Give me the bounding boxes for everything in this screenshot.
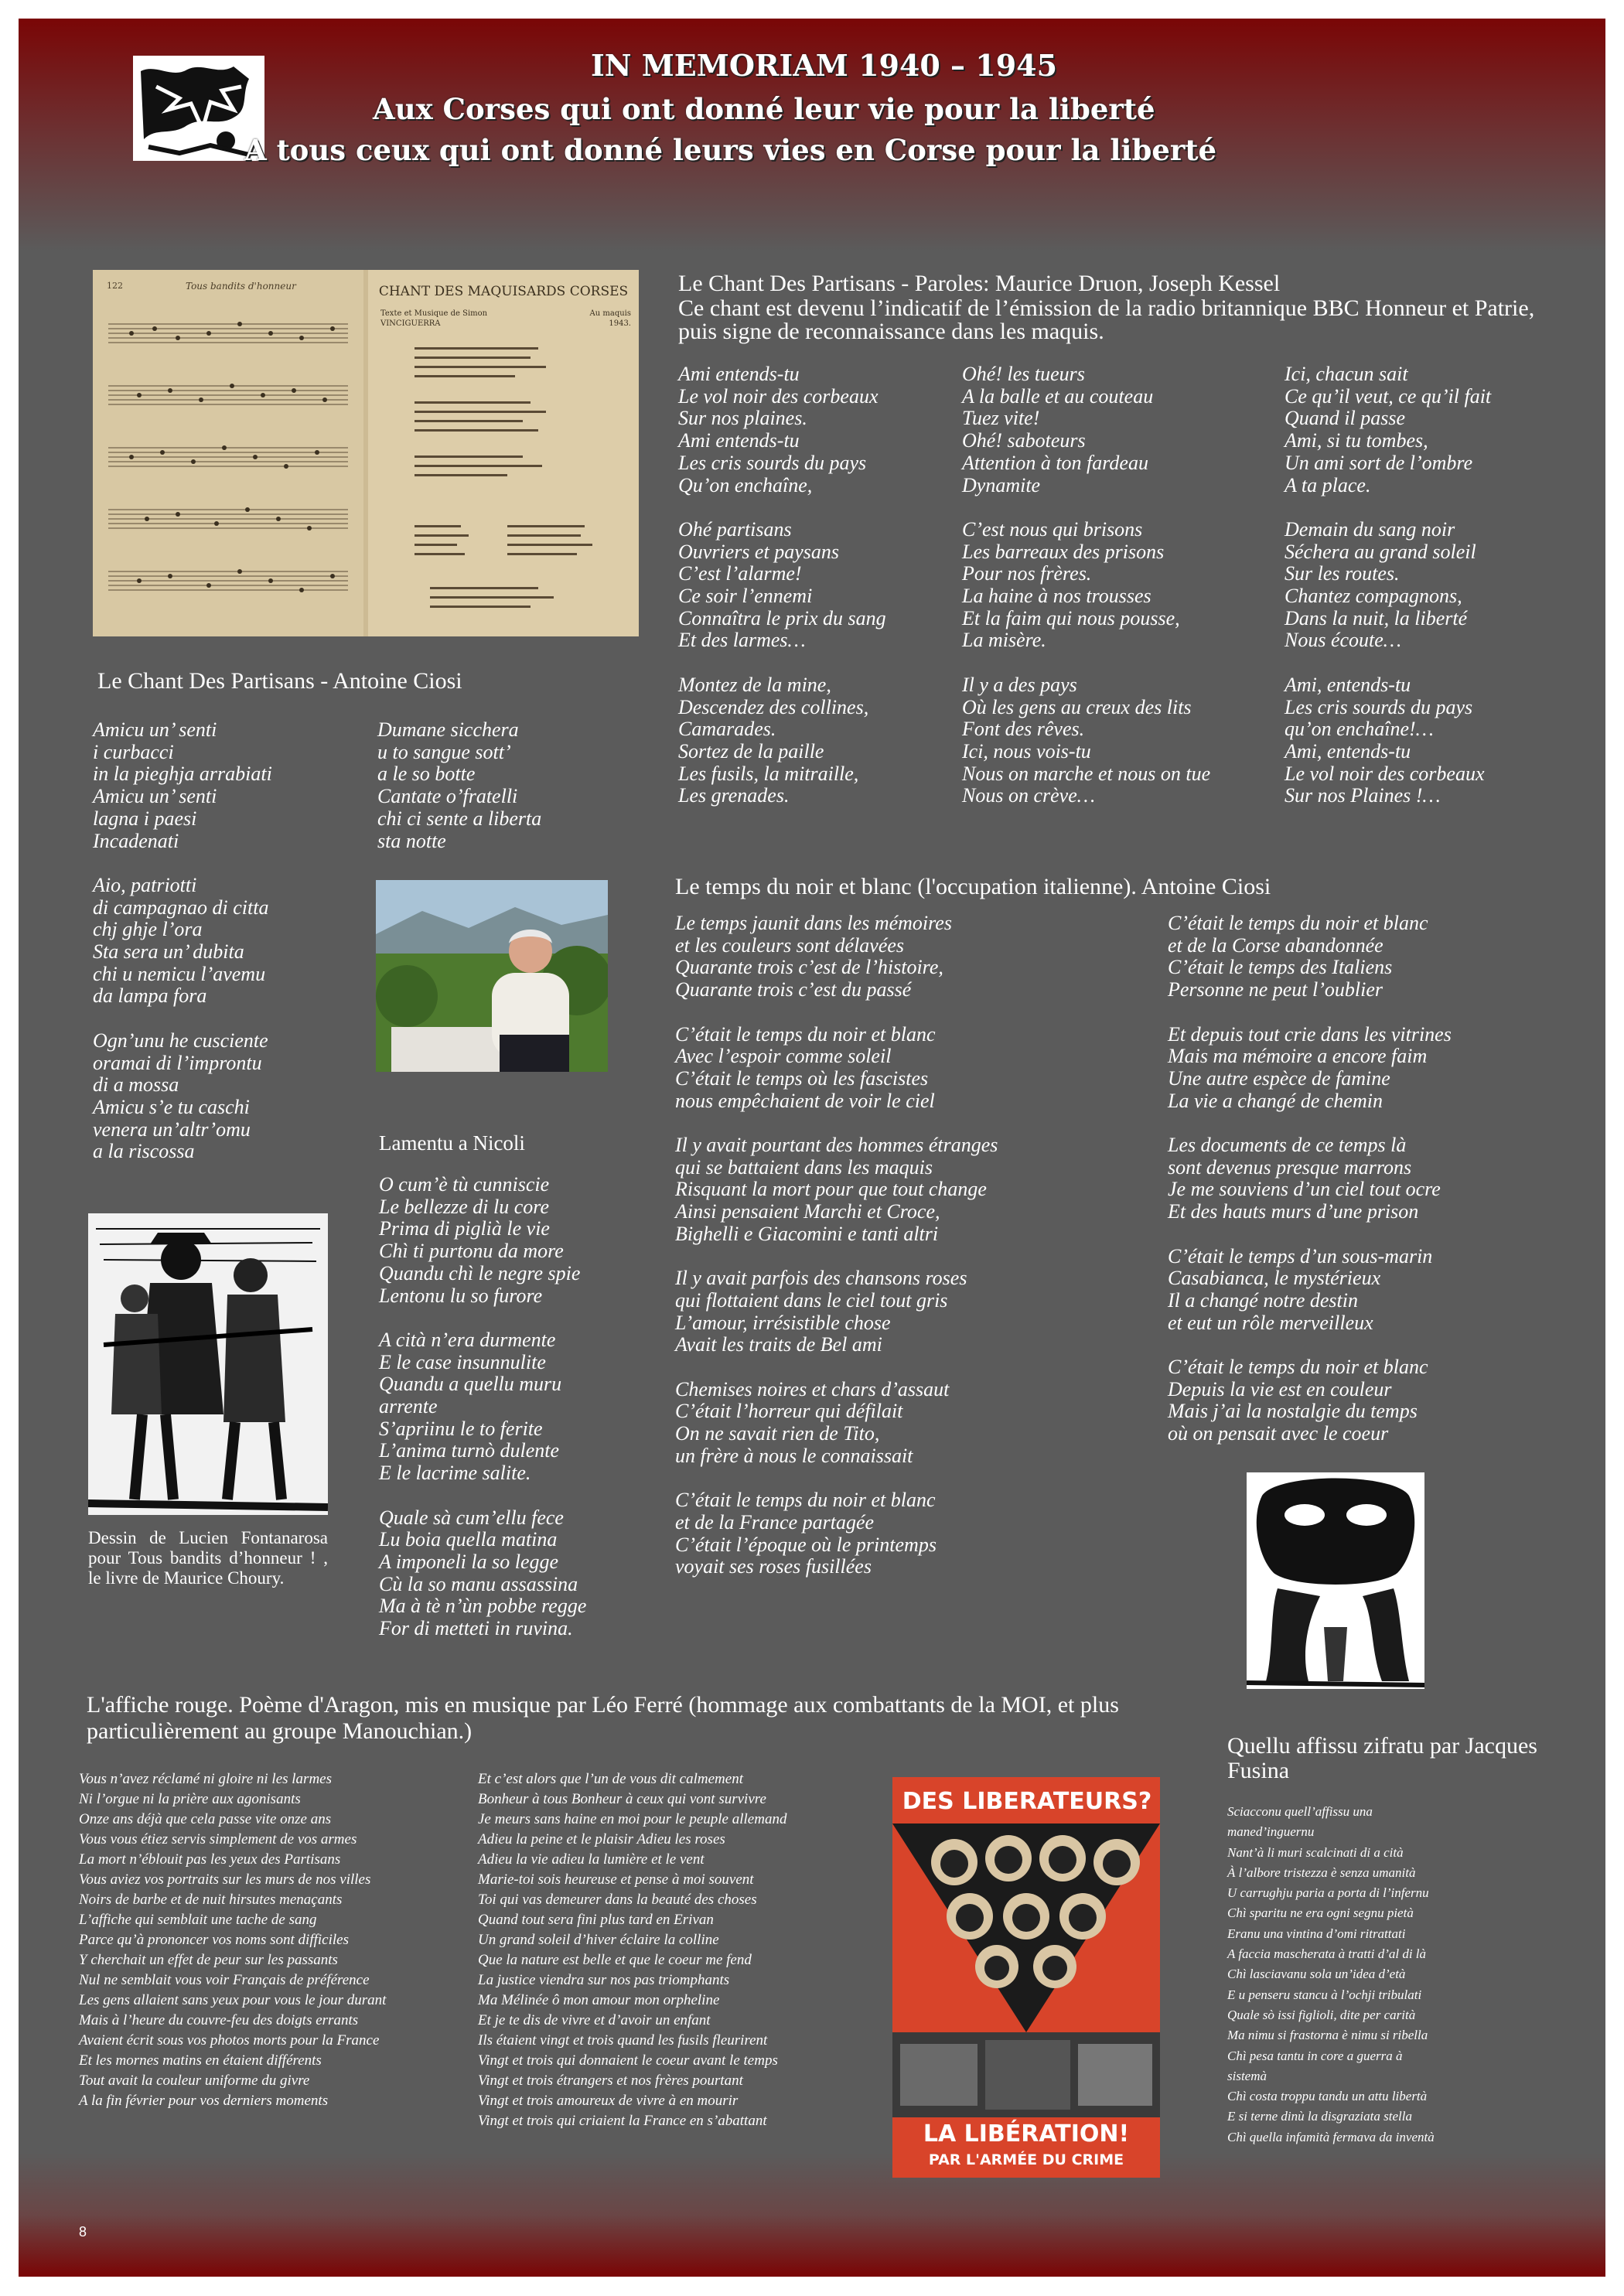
masked-figures-drawing	[1247, 1472, 1424, 1689]
poem-line: La misère.	[962, 629, 1046, 652]
poem-line: Descendez des collines,	[678, 695, 869, 718]
poem-line: Et des hauts murs d’une prison	[1168, 1200, 1419, 1223]
poem-line: chi ci sente a liberta	[377, 807, 542, 830]
poem-line: Les documents de ce temps là	[1168, 1134, 1407, 1156]
poem-line: Dynamite	[962, 473, 1041, 496]
partisans-title: Le Chant Des Partisans - Paroles: Maurice Druon, Joseph Kessel	[678, 271, 1281, 296]
poster-bottom-subtext: PAR L'ARMÉE DU CRIME	[928, 2151, 1124, 2168]
poem-line: S’apriinu le to ferite	[379, 1417, 543, 1440]
poem-line: Demain du sang noir	[1285, 517, 1455, 541]
poem-line: où on pensait avec le coeur	[1168, 1422, 1389, 1445]
poem-line: Chì costa troppu tandu un attu libertà	[1227, 2089, 1428, 2104]
poem-line: et de la Corse abandonnée	[1168, 933, 1383, 957]
poem-line: a le so botte	[377, 762, 476, 786]
stanza-gap	[379, 1307, 586, 1329]
poem-line: maned’inguernu	[1227, 1824, 1315, 1840]
poem-line: Ici, chacun sait	[1285, 363, 1408, 385]
poem-line: Sur nos Plaines !…	[1285, 784, 1441, 807]
poem-line: sta notte	[377, 829, 446, 852]
noir-blanc-col1	[675, 913, 998, 1578]
poem-line: Les grenades.	[678, 784, 790, 807]
poem-line: Aio, patriotti	[93, 873, 197, 896]
poem-line: Prima di piglià le vie	[379, 1217, 550, 1240]
poem-line: Lu boia quella matina	[379, 1528, 558, 1551]
poem-line: Chemises noires et chars d’assaut	[675, 1377, 950, 1400]
poem-line: L’amour, irrésistible chose	[675, 1311, 891, 1334]
page-number: 8	[79, 2224, 87, 2240]
sheet-right-credit: Texte et Musique de Simon VINCIGUERRA	[380, 309, 488, 328]
poem-line: Adieu la vie adieu la lumière et le vent	[478, 1851, 705, 1868]
poem-line: Les barreaux des prisons	[962, 540, 1165, 563]
poem-line: Et des larmes…	[678, 629, 806, 652]
poem-line: Le vol noir des corbeaux	[1285, 762, 1485, 785]
poem-line: Ce soir l’ennemi	[678, 585, 813, 608]
stanza-gap	[379, 1485, 586, 1507]
poem-line: Chì lasciavanu sola un’idea d’età	[1227, 1967, 1406, 1982]
poem-line: Je meurs sans haine en moi pour le peuple allemand	[478, 1811, 787, 1827]
stanza-gap	[675, 1468, 998, 1490]
partisans-col2	[962, 363, 1210, 807]
poem-line: Amicu un’ senti	[93, 718, 217, 741]
poem-line: Quarante trois c’est du passé	[675, 978, 912, 1001]
partisans-intro: Ce chant est devenu l’indicatif de l’émission de la radio britannique BBC Honneur et Patrie, puis signe de reconnaissance dans les maquis.	[678, 295, 1535, 344]
poem-line: Dans la nuit, la liberté	[1285, 606, 1468, 629]
poem-line: Eranu una vintina d’omi ritrattati	[1227, 1926, 1406, 1941]
poem-line: oramai di l’improntu	[93, 1051, 262, 1074]
poem-line: Il y a des pays	[962, 673, 1077, 696]
sheet-right-place: Au maquis 1943.	[589, 309, 631, 328]
poem-line: Le vol noir des corbeaux	[678, 384, 879, 408]
poem-line: U carrughju paria a porta di l’infernu	[1227, 1885, 1429, 1901]
poem-line: On ne savait rien de Tito,	[675, 1422, 880, 1445]
poem-line: Personne ne peut l’oublier	[1168, 978, 1383, 1001]
poem-line: Séchera au grand soleil	[1285, 540, 1476, 563]
stanza-gap	[93, 852, 272, 875]
poem-line: Quand il passe	[1285, 407, 1405, 430]
poem-line: arrente	[379, 1395, 438, 1418]
memorial-page	[19, 19, 1605, 2277]
poem-line: chi u nemicu l’avemu	[93, 962, 266, 985]
poem-line: Ohé! saboteurs	[962, 429, 1086, 452]
poem-line: C’était le temps d’un sous-marin	[1168, 1244, 1433, 1267]
poem-line: Et je te dis de vivre et d’avoir un enfant	[478, 2012, 711, 2028]
poem-line: Ce qu’il veut, ce qu’il fait	[1285, 384, 1492, 408]
poem-line: Ohé partisans	[678, 517, 792, 541]
poem-line: Ma nimu si frastorna è nimu si ribella	[1227, 2028, 1428, 2043]
stanza-gap	[678, 652, 886, 674]
poem-line: Il y avait pourtant des hommes étranges	[675, 1134, 998, 1156]
poem-line: Vingt et trois étrangers et nos frères pourtant	[478, 2073, 743, 2089]
poem-line: C’était le temps du noir et blanc	[675, 1489, 936, 1512]
poem-line: E le case insunnulite	[379, 1350, 546, 1373]
ciosi-col2	[377, 719, 541, 852]
sheet-left-page-number: 122	[107, 281, 123, 291]
poem-line: Les cris sourds du pays	[1285, 695, 1473, 718]
poem-line: et les couleurs sont délavées	[675, 933, 905, 957]
poem-line: Ami, entends-tu	[1285, 673, 1411, 696]
poem-line: Quandu a quellu muru	[379, 1373, 562, 1396]
poem-line: À l’albore tristezza è senza umanità	[1227, 1864, 1416, 1880]
poem-line: Les fusils, la mitraille,	[678, 762, 859, 785]
poem-line: A la balle et au couteau	[962, 384, 1154, 408]
stanza-gap	[678, 496, 886, 519]
stanza-gap	[1285, 496, 1491, 519]
fusina-title: Quellu affissu zifratu par Jacques Fusina	[1227, 1733, 1537, 1783]
affiche-col1	[79, 1769, 466, 2111]
header-subtitle-corse: A tous ceux qui ont donné leurs vies en Corse pour la liberté	[244, 133, 1217, 167]
poem-line: Attention à ton fardeau	[962, 451, 1148, 474]
sheet-right-title: CHANT DES MAQUISARDS CORSES	[378, 284, 629, 299]
poem-line: Un ami sort de l’ombre	[1285, 451, 1473, 474]
poem-line: Ma Mélinée ô mon amour mon orpheline	[478, 1992, 720, 2008]
poem-line: Nant’à li muri scalcinati di a cità	[1227, 1844, 1404, 1860]
poem-line: Mais à l’heure du couvre-feu des doigts errants	[79, 2012, 359, 2028]
poem-line: Sortez de la paille	[678, 739, 824, 762]
poem-line: Ami entends-tu	[678, 429, 800, 452]
poem-line: Nous on marche et nous on tue	[962, 762, 1211, 785]
poem-line: A la fin février pour vos derniers moments	[79, 2093, 329, 2109]
poem-line: Quand tout sera fini plus tard en Erivan	[478, 1912, 714, 1928]
poem-line: Ami, si tu tombes,	[1285, 429, 1428, 452]
poem-line: a la riscossa	[93, 1140, 195, 1163]
affiche-rouge-poster	[892, 1777, 1160, 2178]
poem-line: Nous on crève…	[962, 784, 1095, 807]
poem-line: Ouvriers et paysans	[678, 540, 839, 563]
partisans-col1	[678, 363, 886, 807]
poem-line: Les gens allaient sans yeux pour vous le jour durant	[79, 1992, 387, 2008]
poem-line: E si terne dinù la disgraziata stella	[1227, 2109, 1412, 2124]
partisans-drawing	[88, 1213, 328, 1515]
poem-line: Avait les traits de Bel ami	[675, 1333, 882, 1356]
poem-line: in la pieghja arrabiati	[93, 762, 272, 786]
poem-line: da lampa fora	[93, 984, 207, 1008]
poem-line: C’est l’alarme!	[678, 562, 802, 585]
poster-bottom-text: LA LIBÉRATION!	[923, 2120, 1130, 2148]
stanza-gap	[1168, 1001, 1452, 1024]
poem-line: For di metteti in ruvina.	[379, 1617, 573, 1640]
poem-line: A ta place.	[1285, 473, 1371, 496]
stanza-gap	[962, 496, 1210, 519]
poem-line: Ni l’orgue ni la prière aux agonisants	[79, 1791, 301, 1807]
poem-line: Sur nos plaines.	[678, 407, 807, 430]
stanza-gap	[675, 1246, 998, 1268]
poem-line: venera un’altr’omu	[93, 1117, 251, 1141]
poem-line: Ici, nous vois-tu	[962, 739, 1091, 762]
poem-line: A imponeli la so legge	[379, 1550, 559, 1573]
poem-line: A faccia mascherata à tratti d’al di là	[1227, 1946, 1427, 1962]
poem-line: Vous n’avez réclamé ni gloire ni les larmes	[79, 1771, 332, 1787]
sheet-left-heading: Tous bandits d'honneur	[186, 281, 296, 292]
stanza-gap	[675, 1112, 998, 1134]
poem-line: Quandu chì le negre spie	[379, 1261, 581, 1284]
poem-line: Vingt et trois amoureux de vivre à en mourir	[478, 2093, 739, 2109]
poem-line: Ami, entends-tu	[1285, 739, 1411, 762]
poem-line: Tuez vite!	[962, 407, 1040, 430]
poem-line: L’affiche qui semblait une tache de sang	[79, 1912, 317, 1928]
poem-line: Sciacconu quell’affissu una	[1227, 1804, 1373, 1819]
poem-line: et eut un rôle merveilleux	[1168, 1311, 1373, 1334]
poem-line: Ogn’unu he cusciente	[93, 1029, 268, 1052]
poem-line: Avec l’espoir comme soleil	[675, 1045, 892, 1068]
poem-line: C’était le temps où les fascistes	[675, 1066, 929, 1090]
poem-line: Je me souviens d’un ciel tout ocre	[1168, 1178, 1441, 1201]
poster-top-text: DES LIBERATEURS?	[902, 1788, 1152, 1815]
poem-line: Parce qu’à prononcer vos noms sont difficiles	[79, 1932, 349, 1948]
stanza-gap	[1168, 1334, 1452, 1356]
poem-line: qui se battaient dans les maquis	[675, 1155, 933, 1179]
lamentu-title: Lamentu a Nicoli	[379, 1131, 525, 1155]
poem-line: Et les mornes matins en étaient différents	[79, 2052, 322, 2069]
drawing-caption: Dessin de Lucien Fontanarosa pour Tous bandits d’honneur ! , le livre de Maurice Choury.	[88, 1528, 328, 1588]
ciosi-title: Le Chant Des Partisans - Antoine Ciosi	[97, 668, 462, 694]
poem-line: Ils étaient vingt et trois quand les fusils fleurirent	[478, 2032, 768, 2049]
poem-line: Et c’est alors que l’un de vous dit calmement	[478, 1771, 743, 1787]
poem-line: C’était le temps du noir et blanc	[675, 1022, 936, 1046]
poem-line: Chì pesa tantu in core a guerra à	[1227, 2048, 1403, 2063]
header-title: IN MEMORIAM 1940 – 1945	[591, 48, 1058, 83]
poem-line: Bighelli e Giacomini e tanti altri	[675, 1222, 939, 1245]
poem-line: L’anima turnò dulente	[379, 1439, 560, 1462]
partisans-col3	[1285, 363, 1491, 807]
poem-line: Nul ne semblait vous voir Français de préférence	[79, 1972, 370, 1988]
sheet-music-image	[93, 270, 639, 636]
poem-line: Où les gens au creux des lits	[962, 695, 1192, 718]
stanza-gap	[1285, 652, 1491, 674]
poem-line: A cità n’era durmente	[379, 1328, 556, 1351]
poem-line: Amicu s’e tu caschi	[93, 1095, 250, 1118]
poem-line: Bonheur à tous Bonheur à ceux qui vont survivre	[478, 1791, 766, 1807]
poem-line: Et la faim qui nous pousse,	[962, 606, 1180, 629]
poem-line: Amicu un’ senti	[93, 785, 217, 808]
noir-blanc-col2	[1168, 913, 1452, 1445]
poem-line: Chì sparitu ne era ogni segnu pietà	[1227, 1905, 1414, 1921]
poem-line: Chantez compagnons,	[1285, 585, 1462, 608]
header-subtitle-corses: Aux Corses qui ont donné leur vie pour la liberté	[373, 92, 1155, 126]
poem-line: i curbacci	[93, 740, 174, 763]
affiche-title: L'affiche rouge. Poème d'Aragon, mis en musique par Léo Ferré (hommage aux combattants de la MOI, et plus particulièrement au groupe Manouchian.)	[87, 1692, 1119, 1744]
poem-line: chj ghje l’ora	[93, 918, 203, 941]
poem-line: qu’on enchaîne!…	[1285, 718, 1434, 741]
poem-line: E u penseru stancu à l’ochji tribulati	[1227, 1987, 1422, 2002]
poem-line: Risquant la mort pour que tout change	[675, 1178, 987, 1201]
poem-line: Le temps jaunit dans les mémoires	[675, 912, 952, 934]
poem-line: Toi qui vas demeurer dans la beauté des choses	[478, 1892, 757, 1908]
poem-line: Les cris sourds du pays	[678, 451, 867, 474]
poem-line: Il a changé notre destin	[1168, 1288, 1358, 1312]
poem-line: un frère à nous le connaissait	[675, 1444, 913, 1467]
poem-line: Cantate o’fratelli	[377, 785, 518, 808]
poem-line: Un grand soleil d’hiver éclaire la colline	[478, 1932, 719, 1948]
poem-line: lagna i paesi	[93, 807, 197, 830]
poem-line: Mais ma mémoire a encore faim	[1168, 1045, 1428, 1068]
poem-line: Quale sò issi figlioli, dite per carità	[1227, 2007, 1416, 2022]
poem-line: C’était l’époque où le printemps	[675, 1533, 937, 1556]
poem-line: Ohé! les tueurs	[962, 363, 1085, 385]
stanza-gap	[675, 1001, 998, 1024]
poem-line: Ma à tè n’ùn pobbe regge	[379, 1595, 587, 1618]
poem-line: sont devenus presque marrons	[1168, 1155, 1412, 1179]
poem-line: Tout avait la couleur uniforme du givre	[79, 2073, 310, 2089]
poem-line: di campagnao di citta	[93, 896, 269, 919]
poem-line: Montez de la mine,	[678, 673, 831, 696]
poem-line: sistemà	[1227, 2068, 1267, 2083]
poem-line: Le bellezze di lu core	[379, 1195, 549, 1218]
poem-line: Sur les routes.	[1285, 562, 1400, 585]
poem-line: Ainsi pensaient Marchi et Croce,	[675, 1200, 940, 1223]
poem-line: Noirs de barbe et de nuit hirsutes menaçants	[79, 1892, 343, 1908]
poem-line: La vie a changé de chemin	[1168, 1089, 1383, 1112]
poem-line: Adieu la peine et le plaisir Adieu les roses	[478, 1831, 725, 1847]
poem-line: C’était l’horreur qui défilait	[675, 1400, 903, 1423]
poem-line: Cù la so manu assassina	[379, 1572, 578, 1595]
singer-photo	[376, 880, 608, 1072]
stanza-gap	[93, 1008, 272, 1030]
poem-line: Quarante trois c’est de l’histoire,	[675, 956, 943, 979]
poem-line: Marie-toi sois heureuse et pense à moi souvent	[478, 1871, 754, 1888]
poem-line: Sta sera un’ dubita	[93, 940, 244, 964]
poem-line: Une autre espèce de famine	[1168, 1066, 1390, 1090]
poem-line: et de la France partagée	[675, 1510, 875, 1534]
poem-line: Casabianca, le mystérieux	[1168, 1267, 1381, 1290]
poem-line: Vous aviez vos portraits sur les murs de nos villes	[79, 1871, 371, 1888]
poem-line: Ami entends-tu	[678, 363, 800, 385]
poem-line: Mais j’ai la nostalgie du temps	[1168, 1400, 1418, 1423]
poem-line: voyait ses roses fusillées	[675, 1555, 872, 1578]
poem-line: Chì quella infamità fermava da inventà	[1227, 2129, 1435, 2144]
poem-line: Dumane sicchera	[377, 718, 519, 741]
poem-line: O cum’è tù cunniscie	[379, 1173, 550, 1196]
poem-line: Vingt et trois qui donnaient le coeur avant le temps	[478, 2052, 778, 2069]
stanza-gap	[1168, 1223, 1452, 1246]
poem-line: Nous écoute…	[1285, 629, 1401, 652]
poem-line: C’était le temps du noir et blanc	[1168, 1356, 1428, 1378]
poem-line: Pour nos frères.	[962, 562, 1092, 585]
affiche-col2	[478, 1769, 865, 2131]
poem-line: Vingt et trois qui criaient la France en s’abattant	[478, 2113, 767, 2129]
poem-line: Avaient écrit sous vos photos morts pour la France	[79, 2032, 380, 2049]
poem-line: Font des rêves.	[962, 718, 1085, 741]
poem-line: Qu’on enchaîne,	[678, 473, 813, 496]
poem-line: Depuis la vie est en couleur	[1168, 1377, 1392, 1400]
stanza-gap	[1168, 1112, 1452, 1134]
poem-line: di a mossa	[93, 1073, 179, 1097]
noir-blanc-title: Le temps du noir et blanc (l'occupation italienne). Antoine Ciosi	[675, 874, 1271, 899]
poem-line: La justice viendra sur nos pas triomphants	[478, 1972, 730, 1988]
poem-line: Et depuis tout crie dans les vitrines	[1168, 1022, 1452, 1046]
poem-line: u to sangue sott’	[377, 740, 511, 763]
stanza-gap	[962, 652, 1210, 674]
poem-line: Il y avait parfois des chansons roses	[675, 1267, 967, 1290]
poem-line: Incadenati	[93, 829, 179, 852]
poem-line: C’était le temps des Italiens	[1168, 956, 1393, 979]
poem-line: Connaîtra le prix du sang	[678, 606, 886, 629]
poem-line: La haine à nos trousses	[962, 585, 1151, 608]
poem-line: nous empêchaient de voir le ciel	[675, 1089, 935, 1112]
poem-line: Y cherchait un effet de peur sur les passants	[79, 1952, 338, 1968]
poem-line: Onze ans déjà que cela passe vite onze ans	[79, 1811, 332, 1827]
poem-line: C’est nous qui brisons	[962, 517, 1143, 541]
poem-line: Lentonu lu so furore	[379, 1284, 543, 1307]
poem-line: Vous vous étiez servis simplement de vos armes	[79, 1831, 357, 1847]
poem-line: Quale sà cum’ellu fece	[379, 1506, 564, 1529]
stanza-gap	[675, 1356, 998, 1379]
poem-line: Que la nature est belle et que le coeur me fend	[478, 1952, 752, 1968]
poem-line: Chì ti purtonu da more	[379, 1240, 564, 1263]
poem-line: Camarades.	[678, 718, 776, 741]
poem-line: qui flottaient dans le ciel tout gris	[675, 1288, 948, 1312]
poem-line: E le lacrime salite.	[379, 1462, 531, 1485]
poem-line: C’était le temps du noir et blanc	[1168, 912, 1428, 934]
lamentu-poem	[379, 1174, 586, 1640]
fusina-poem	[1227, 1802, 1583, 2148]
ciosi-col1	[93, 719, 272, 1163]
poem-line: La mort n’éblouit pas les yeux des Partisans	[79, 1851, 341, 1868]
